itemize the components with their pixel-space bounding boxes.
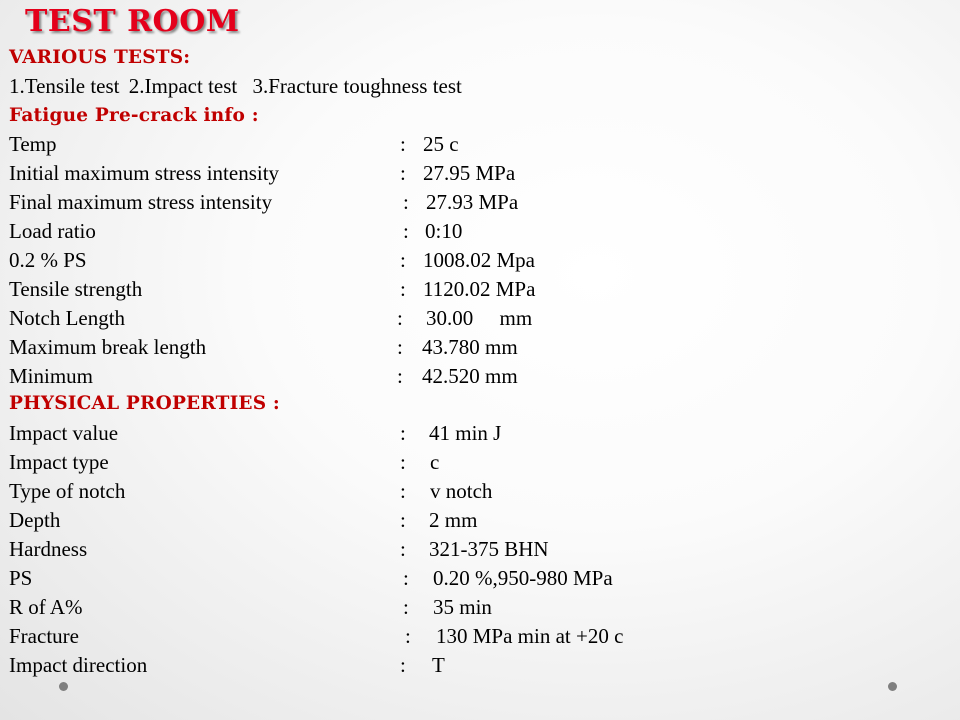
row-label: Notch Length bbox=[9, 306, 126, 330]
row-label: Temp bbox=[9, 132, 57, 156]
row-separator: : bbox=[400, 132, 406, 156]
row-label: 0.2 % PS bbox=[9, 248, 87, 272]
row-value: v notch bbox=[430, 479, 493, 503]
row-label: Final maximum stress intensity bbox=[9, 190, 273, 214]
fatigue-row-ps bbox=[9, 246, 909, 275]
row-value: 41 min J bbox=[429, 421, 502, 445]
row-separator: : bbox=[400, 450, 406, 474]
physical-row-r-of-a bbox=[9, 593, 909, 622]
row-separator: : bbox=[403, 595, 409, 619]
row-value: 43.780 mm bbox=[422, 335, 518, 359]
row-value: 1120.02 MPa bbox=[423, 277, 536, 301]
test-item-impact: 2.Impact test bbox=[128, 74, 238, 98]
row-value: T bbox=[432, 653, 445, 677]
row-label: Type of notch bbox=[9, 479, 126, 503]
row-value: 35 min bbox=[433, 595, 492, 619]
row-value: 0.20 %,950-980 MPa bbox=[433, 566, 613, 590]
fatigue-row-final-stress bbox=[9, 188, 909, 217]
row-separator: : bbox=[400, 479, 406, 503]
various-tests-heading: VARIOUS TESTS: bbox=[9, 47, 191, 68]
row-label: Load ratio bbox=[9, 219, 96, 243]
fatigue-row-initial-stress bbox=[9, 159, 909, 188]
row-separator: : bbox=[403, 190, 409, 214]
row-label: Impact type bbox=[9, 450, 109, 474]
row-separator: : bbox=[400, 248, 406, 272]
row-value: c bbox=[430, 450, 440, 474]
row-value: 42.520 mm bbox=[422, 364, 518, 388]
physical-row-notch-type bbox=[9, 477, 909, 506]
tests-list bbox=[9, 72, 462, 101]
row-value: 130 MPa min at +20 c bbox=[436, 624, 624, 648]
test-item-fracture-toughness: 3.Fracture toughness test bbox=[252, 74, 462, 98]
row-value: 30.00 mm bbox=[426, 306, 533, 330]
decorative-dot-right bbox=[888, 682, 897, 691]
physical-row-impact-type bbox=[9, 448, 909, 477]
physical-row-ps bbox=[9, 564, 909, 593]
row-value: 27.93 MPa bbox=[426, 190, 519, 214]
row-label: Fracture bbox=[9, 624, 79, 648]
physical-properties-heading: PHYSICAL PROPERTIES : bbox=[9, 393, 280, 414]
row-label: R of A% bbox=[9, 595, 83, 619]
row-separator: : bbox=[400, 537, 406, 561]
fatigue-row-temp bbox=[9, 130, 909, 159]
row-separator: : bbox=[397, 335, 403, 359]
row-label: Minimum bbox=[9, 364, 94, 388]
row-label: Maximum break length bbox=[9, 335, 207, 359]
row-label: Impact direction bbox=[9, 653, 148, 677]
row-value: 27.95 MPa bbox=[423, 161, 516, 185]
fatigue-heading: Fatigue Pre-crack info : bbox=[9, 105, 259, 126]
physical-row-hardness bbox=[9, 535, 909, 564]
row-label: Initial maximum stress intensity bbox=[9, 161, 280, 185]
fatigue-row-tensile-strength bbox=[9, 275, 909, 304]
row-separator: : bbox=[397, 306, 403, 330]
decorative-dot-left bbox=[59, 682, 68, 691]
row-separator: : bbox=[400, 277, 406, 301]
fatigue-row-notch-length bbox=[9, 304, 909, 333]
row-label: Hardness bbox=[9, 537, 88, 561]
row-label: Tensile strength bbox=[9, 277, 143, 301]
row-label: PS bbox=[9, 566, 33, 590]
row-label: Depth bbox=[9, 508, 61, 532]
row-value: 2 mm bbox=[429, 508, 478, 532]
fatigue-row-minimum bbox=[9, 362, 909, 391]
row-value: 0:10 bbox=[425, 219, 463, 243]
fatigue-row-load-ratio bbox=[9, 217, 909, 246]
row-separator: : bbox=[403, 219, 409, 243]
row-separator: : bbox=[400, 161, 406, 185]
row-separator: : bbox=[400, 421, 406, 445]
row-separator: : bbox=[400, 653, 406, 677]
row-separator: : bbox=[403, 566, 409, 590]
physical-row-impact-direction bbox=[9, 651, 909, 680]
row-value: 25 c bbox=[423, 132, 459, 156]
physical-row-impact-value bbox=[9, 419, 909, 448]
test-item-tensile: 1.Tensile test bbox=[9, 74, 120, 98]
physical-row-fracture bbox=[9, 622, 909, 651]
row-value: 1008.02 Mpa bbox=[423, 248, 535, 272]
row-separator: : bbox=[405, 624, 411, 648]
fatigue-row-max-break-length bbox=[9, 333, 909, 362]
physical-row-depth bbox=[9, 506, 909, 535]
row-label: Impact value bbox=[9, 421, 119, 445]
slide-title: TEST ROOM bbox=[25, 4, 240, 39]
row-value: 321-375 BHN bbox=[429, 537, 549, 561]
row-separator: : bbox=[397, 364, 403, 388]
row-separator: : bbox=[400, 508, 406, 532]
